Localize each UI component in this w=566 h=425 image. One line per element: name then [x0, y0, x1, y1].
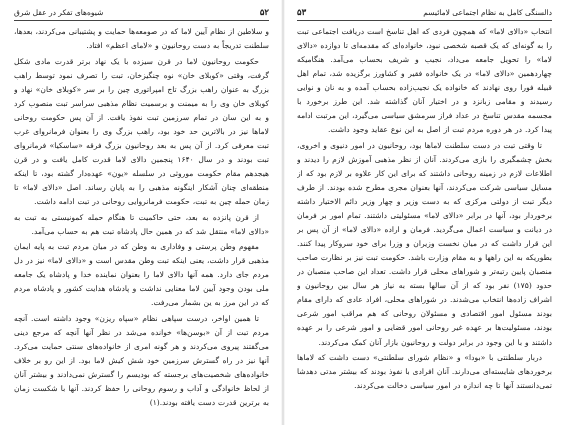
left-page-header	[14, 6, 269, 21]
right-page-header	[297, 6, 552, 21]
right-page-body	[297, 25, 552, 421]
page-number: ۵۲	[259, 8, 269, 18]
running-title: شیوه‌های تفکر در عقل شرق	[14, 8, 104, 17]
paragraph: تا همین اواخر، درست سپاهی نظام «سپاه ریزن» وجود داشته است. آنچه مردم تبت از آن «بوسن‌ها» خوانده می‌شد در نظر آنها آنچه که مرجع دینی می‌گفتند پیروی می‌کردند و هر گونه امری از خانواده‌های سنتی حمایت می‌کرد. آنها نیز در راه گسترش سرزمین خود شش کیش لاما بود. از این رو بر خلاف خانواده‌های شخصیت‌های برجسته که بودیسم را گسترش نمی‌دادند و بیشتر آنان از لحاظ خانوادگی و آداب و رسوم روحانی را حفظ کردند. آنها با شکست زمان به برترین قدرت دست یافته بودند.(۱)	[14, 313, 269, 408]
paragraph: و سلاطین از نظام آیین لاما که در صومعه‌ها حمایت و پشتیبانی می‌کردند، بعدها، سلطنت تدریجاً به دست روحانیون و «لامای اعظم» افتاد.	[14, 27, 269, 51]
paragraph: انتخاب «دالای لاما» که همچون فردی که اهل تناسخ است دریافت اجتماعی تبت را به گونه‌ای که یک قصبه شخصی نبود، خانواده‌ای که مقدمه‌ای تا دوازده «دالای لاما» را تحویل جامعه می‌داد، نجیب و شریف بحساب می‌آمد. هنگامیکه چهاردهمین «دالای لاما» در یک خانواده فقیر و کشاورز برگزیده شد، تمام اهل قبیله فورا روی نهادند که خانواده یک نجیب‌زاده بحساب آمده و به نان و نوایی رسیدند و مقامی زبانزد و در اختیار آنان گذاشته شد. این طرز برخورد با مجسمه مقدس تناسخ در عداد فراز سرمشق سیاسی می‌گیرد، این مرتبت ادامه پیدا کرد. در هر دوره مردم تبت از اصل به این نوع عقاید وجود داشت.	[297, 27, 552, 135]
paragraph: از قرن پانزده به بعد، حتی حاکمیت تا هنگام حمله کمونیستی به تبت به «دالای لاما» منتقل شد که در همین حال پادشاه تبت هم به حساب می‌آمد.	[14, 212, 269, 236]
left-page-body	[14, 25, 269, 421]
running-title: دالسنگی کامل به نظام اجتماعی لامائیسم	[423, 8, 552, 17]
right-page	[283, 0, 566, 425]
page-number: ۵۳	[297, 8, 307, 18]
paragraph: مفهوم وطن پرستی و وفاداری به وطن که در میان مردم تبت به پایه ایمان مذهبی قرار داشت، یعنی اینکه تبت وطن مقدس است و «دالای لاما» نیز در دل مردم جای دارد. همه آنها دالای لاما را بعنوان نماینده خدا و پادشاه یک جامعه ملی بودن وجود آیین لاما معنایی نداشت و پادشاه هدایت کشور و پادشاه مردم که در این مرز به ین بشمار می‌رفت.	[14, 242, 269, 308]
paragraph: دربار سلطنتی با «بودا» و «نظام شورای سلطنتی» دست داشت که لاماها برخوردهای شایسته‌ای می‌دارند. آنان افرادی با نفوذ بودند که بیشتر مدتی دهدشا تمی‌دانستند آنها تا چه اندازه در امور سیاسی دخالت می‌کردند.	[297, 353, 552, 391]
paragraph: تا وقتی تبت در دست سلطنت لاماها بود، روحانیون در امور دنیوی و اخروی، بخش چشمگیری را بازی می‌کردند. آنان از نظر مذهبی آموزش لازم را دیدند و اطلاعات لازم در زمینه روحانی داشتند که برای این کار علاوه بر لازم بود که از مسایل سیاسی شرکت می‌کردند، آنها بعنوان مجری مطرح شده بودند. از طرف دیگر تبت از دولتی مرکزی که به دست وزیر و چهار وزیر دائم الاختیار داشته برخوردار بود، آنها در برابر «دالای لاما» مسئولیتی داشتند. تمام امور بر فرمان در دیانت و سیاست اعمال می‌گردید. فرمان و اراده «دالای لاما» از آن پس بر این قرار داشت که در میان نخست وزیران و وزرا برای خود سروکار پیدا کنند. بطوریکه به این راهها و به مقام وزارت باشد. حکومت تبت نیز بر نظارت صاحب منصبان پایین رتبه‌تر و شوراهای محلی قرار داشت. تعداد این صاحب منصبان در حدود (۱۷۵) نفر بود که از آن سالها بسته به نیاز هر سال بین روحانیون و اشراف زاده‌ها انتخاب می‌شدند. در شوراهای محلی، افراد عادی که دارای مقام بودند مسئول امور اقتصادی و مسئولان روحانی که هم مراقب امور شرعی بودند، مسئولیت‌ها بر عهده غیر روحانی امور قضایی و امور شرعی را بر عهده داشتند و با این وجود در برابر دولت و روحانیون بازار آنان کمک می‌کردند.	[297, 140, 552, 347]
paragraph: حکومت روحانیون لاما در قرن سیزده با یک نهاد برتر قدرت مادی شکل گرفت، وقتی «کوبلای خان» نوه چنگیزخان، تبت را تصرف نمود توسط راهب بزرگ به عنوان راهب بزرگ تاج امپراتوری چین را بر سر «کوبلای خان» نهاد و کوبلای خان وی را به میمنت و برسمیت نظام مذهبی سراسر تبت منصوب کرد و به این سان در تمام سرزمین تبت نفوذ یافت. از آن پس حکومت روحانی لاماها نیز در بالاترین حد خود بود، راهب بزرگ وی را بعنوان فرمانروای غرب تبت معرفی کرد. از آن پس به بعد روحانیون بزرگ فرقه «ساسکیا» فرمانروای تبت بودند و در سال ۱۶۴۰ پنجمین دالای لاما قدرت کامل یافت و در قرن هیجدهم مقام حکومت موروثی در سلسله «یون» عهده‌دار گشته بود، تا اینکه منطقه‌ای چنان آشکار اینگونه مذهبی را به پایان رساند. اصل «دالای لاما» تا زمان حمله چین به تبت، حکومت فرمانروایی روحانی در تبت ادامه داشت.	[14, 56, 269, 207]
